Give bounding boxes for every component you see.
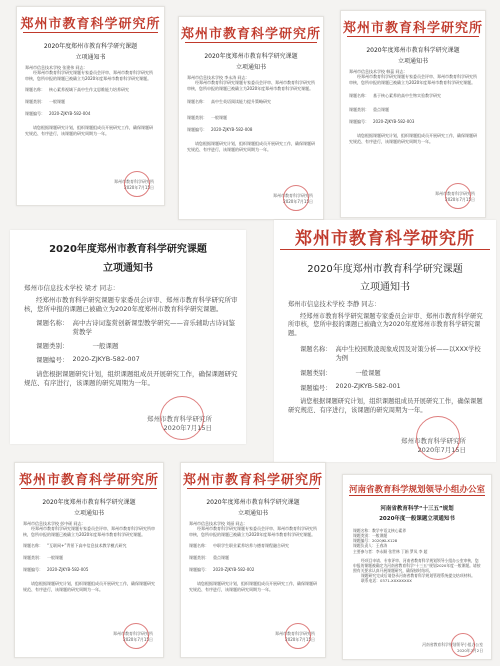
doc-header: 郑州市教育科学研究所 — [295, 229, 475, 249]
greeting: 郑州市信息技术学校 李静 同志： — [288, 301, 381, 308]
greeting: 郑州市信息技术学校 韩蕊 同志： — [349, 69, 408, 74]
doc-subtitle: 立项通知书 — [360, 282, 410, 293]
topic-key: 课题名称： — [36, 319, 69, 328]
doc-title: 2020年度郑州市教育科学研究课题 — [49, 244, 207, 255]
doc-body: 经郑州市教育科学研究课题专家委员会评审、郑州市教育科学研究所审核，您所申报的课题已被确立为2020年度郑州市教育科学研究课题。 — [24, 295, 238, 313]
number-value: 2020-ZJKYB-582-004 — [49, 111, 91, 117]
members-line: 主要参与者：李永顺 张世林 丁娟 罗凤 李 超 — [353, 548, 428, 554]
notice-doc-top-left — [16, 6, 165, 206]
topic-value: 高中生校园欺凌现象成因及对策分析——以XXX学校为例 — [335, 346, 481, 362]
topic-key: 课题名称： — [25, 87, 45, 93]
signature: 郑州市教育科学研究所 2020年7月15日 — [275, 631, 315, 642]
topic-value: 高中生英语阅读能力提升策略研究 — [211, 99, 271, 105]
doc-body: 经郑州市教育科学研究课题专家委员会评审、郑州市教育科学研究所审核，您所申报的课题已被确立为2020年度郑州市教育科学研究课题。 — [288, 312, 483, 337]
doc-closing: 请您根据课题研究计划，组织课题组成员开展研究工作，确保课题研究规范、有序进行，该课题的研究周期为一年。 — [288, 398, 483, 414]
greeting: 郑州市信息技术学校 梁才 同志： — [24, 284, 120, 292]
doc-subtitle: 立项通知书 — [235, 64, 266, 71]
notice-doc-big-left — [10, 230, 246, 444]
leader-line: 课题负责人：王春涛 — [353, 543, 388, 549]
number-value: 2020-ZJKYB-582-003 — [373, 119, 415, 125]
doc-body: 经郑州市教育科学研究课题专家委员会评审、郑州市教育科学研究所审核，您所申报的课题已被确立为2020年度郑州市教育科学研究课题。 — [189, 526, 317, 537]
category-value: 一般课题 — [211, 115, 227, 121]
notice-doc-bottom-left — [14, 462, 164, 658]
header-divider — [21, 488, 157, 489]
number-value: 2020-ZJKYB-582-005 — [47, 567, 89, 573]
signature: 河南省教育科学规划领导小组办公室 2020年7月2日 — [422, 642, 483, 653]
doc-title: 2020年度郑州市教育科学研究课题 — [206, 499, 300, 506]
doc-header: 郑州市教育科学研究所 — [182, 473, 323, 488]
notice-doc-top-middle — [178, 16, 324, 220]
signature: 郑州市教育科学研究所 2020年7月15日 — [113, 631, 153, 642]
greeting: 郑州市信息技术学校 张建伟 同志： — [25, 65, 88, 70]
notice-doc-henan — [342, 474, 492, 660]
topic-key: 课题名称： — [187, 99, 207, 105]
notice-doc-bottom-middle — [180, 462, 326, 658]
number-line: 课题编号：2020JKLX128 — [353, 538, 398, 544]
greeting: 郑州市信息技术学校 彭中硕 同志： — [23, 521, 86, 526]
doc-closing: 请您根据课题研究计划，组织课题组成员开展研究工作，确保课题研究规范、有序进行，该课题的研究周期为一年。 — [24, 370, 238, 388]
number-key: 课题编号： — [187, 127, 207, 133]
doc-title: 2020年度郑州市教育科学研究课题 — [366, 47, 460, 54]
contact-line: 联系电话：0371-XXXXXXXX — [361, 578, 412, 584]
category-value: 一般课题 — [355, 370, 381, 377]
topic-value: “互联网+”背景下高中信息技术教学模式研究 — [47, 543, 127, 549]
doc-header: 郑州市教育科学研究所 — [20, 17, 161, 32]
category-value: 重点课题 — [373, 107, 389, 113]
doc-subtitle: 立项通知书 — [397, 58, 428, 65]
doc-title: 2020年度郑州市教育科学研究课题 — [204, 53, 298, 60]
category-value: 一般课题 — [49, 99, 65, 105]
topic-line: 课题名称：教学中语文核心素养 — [353, 528, 407, 533]
doc-header: 河南省教育科学规划领导小组办公室 — [348, 485, 485, 495]
doc-closing: 请您根据课题研究计划，组织课题组成员开展研究工作，确保课题研究规范、有序进行，该课题的研究周期为一年。 — [25, 125, 153, 136]
topic-key: 课题名称： — [300, 346, 332, 353]
doc-body: 经郑州市教育科学研究课题专家委员会评审、郑州市教育科学研究所审核，您所申报的课题已被确立为2020年度郑州市教育科学研究课题。 — [23, 526, 155, 537]
doc-header: 郑州市教育科学研究所 — [342, 21, 483, 36]
header-divider — [347, 36, 479, 37]
header-divider — [280, 249, 490, 250]
category-key: 课题类别： — [36, 342, 69, 351]
number-key: 课题编号： — [300, 385, 332, 392]
number-value: 2020-ZJKYB-582-002 — [213, 567, 255, 573]
header-divider — [185, 42, 317, 43]
header-divider — [349, 495, 485, 496]
doc-closing: 请您根据课题研究计划，组织课题组成员开展研究工作，确保课题研究规范、有序进行，该课题的研究周期为一年。 — [23, 581, 155, 592]
doc-title: 河南省教育科学“十三五”规划 — [380, 506, 454, 512]
category-line: 课题类别：一般课题 — [353, 533, 388, 539]
topic-value: 基于核心素养的高中生物实验教学研究 — [373, 93, 441, 99]
category-key: 课题类别： — [300, 370, 332, 377]
doc-title: 2020年度郑州市教育科学研究课题 — [42, 499, 136, 506]
number-value: 2020-ZJKYB-582-008 — [211, 127, 253, 133]
doc-subtitle: 立项通知书 — [237, 510, 268, 517]
category-key: 课题类别： — [189, 555, 209, 561]
greeting: 郑州市信息技术学校 刘丽 同志： — [189, 521, 248, 526]
doc-subtitle: 立项通知书 — [75, 54, 106, 61]
notice-doc-top-right — [340, 10, 486, 218]
doc-body: 经郑州市教育科学研究课题专家委员会评审、郑州市教育科学研究所审核，您所申报的课题已被确立为2020年度郑州市教育科学研究课题。 — [349, 74, 477, 85]
doc-closing: 请您根据课题研究计划，组织课题组成员开展研究工作，确保课题研究规范、有序进行，该课题的研究周期为一年。 — [187, 141, 315, 152]
signature: 郑州市教育科学研究所 2020年7月15日 — [114, 179, 154, 190]
doc-title: 2020年度郑州市教育科学研究课题 — [307, 264, 463, 275]
category-key: 课题类别： — [25, 99, 45, 105]
doc-header: 郑州市教育科学研究所 — [18, 473, 159, 488]
number-key: 课题编号： — [189, 567, 209, 573]
topic-value: 核心素养视域下高中生作文思维能力培养研究 — [49, 87, 129, 93]
signature: 郑州市教育科学研究所 2020年7月15日 — [147, 414, 212, 433]
signature: 郑州市教育科学研究所 2020年7月15日 — [401, 436, 466, 455]
notice-doc-big-right — [274, 220, 496, 462]
category-key: 课题类别： — [187, 115, 207, 121]
category-value: 重点课题 — [213, 555, 229, 561]
doc-body: 经郑州市教育科学研究课题专家委员会评审、郑州市教育科学研究所审核，您所申报的课题已被确立为2020年度郑州市教育科学研究课题。 — [187, 80, 315, 91]
doc-body: 经郑州市教育科学研究课题专家委员会评审、郑州市教育科学研究所审核，您所申报的课题已被确立为2020年度郑州市教育科学研究课题。 — [25, 70, 153, 81]
doc-body: 经项目申请、专家评审、河南省教育科学规划领导小组办公室审核，您申报的课题被确定为河南省教育科学“十三五”规划2020年度一般课题。请按照有关要求认真开展课题研究，确保按时结项。 — [353, 557, 481, 573]
number-value: 2020-ZJKYB-582-007 — [72, 355, 140, 364]
number-value: 2020-ZJKYB-582-001 — [335, 383, 401, 390]
category-key: 课题类别： — [23, 555, 43, 561]
topic-key: 课题名称： — [189, 543, 209, 549]
header-divider — [187, 488, 319, 489]
doc-paragraph: 课题研究完成后请登录河南省教育科学规划管理系统提交结项材料。 — [361, 573, 475, 578]
number-key: 课题编号： — [349, 119, 369, 125]
category-key: 课题类别： — [349, 107, 369, 113]
doc-subtitle: 立项通知书 — [103, 263, 153, 274]
doc-subtitle: 2020年度一般课题立项通知书 — [379, 516, 455, 522]
doc-subtitle: 立项通知书 — [73, 510, 104, 517]
number-key: 课题编号： — [36, 356, 69, 365]
greeting: 郑州市信息技术学校 李永涛 同志： — [187, 75, 250, 80]
category-value: 一般课题 — [47, 555, 63, 561]
topic-value: 高中古诗词鉴赏创新课型教学研究——音乐辅助古诗词鉴赏教学 — [72, 319, 235, 337]
topic-value: 中职学生职业素养培养与德育课程融合研究 — [213, 543, 289, 549]
doc-header: 郑州市教育科学研究所 — [180, 27, 321, 42]
header-divider — [23, 32, 158, 33]
doc-closing: 请您根据课题研究计划，组织课题组成员开展研究工作，确保课题研究规范、有序进行，该课题的研究周期为一年。 — [349, 133, 477, 144]
number-key: 课题编号： — [25, 111, 45, 117]
topic-key: 课题名称： — [349, 93, 369, 99]
doc-title: 2020年度郑州市教育科学研究课题 — [43, 43, 138, 50]
signature: 郑州市教育科学研究所 2020年7月15日 — [273, 193, 313, 204]
signature: 郑州市教育科学研究所 2020年7月15日 — [435, 191, 475, 202]
doc-closing: 请您根据课题研究计划，组织课题组成员开展研究工作，确保课题研究规范、有序进行，该课题的研究周期为一年。 — [189, 581, 317, 592]
number-key: 课题编号： — [23, 567, 43, 573]
category-value: 一般课题 — [92, 342, 119, 351]
topic-key: 课题名称： — [23, 543, 43, 549]
